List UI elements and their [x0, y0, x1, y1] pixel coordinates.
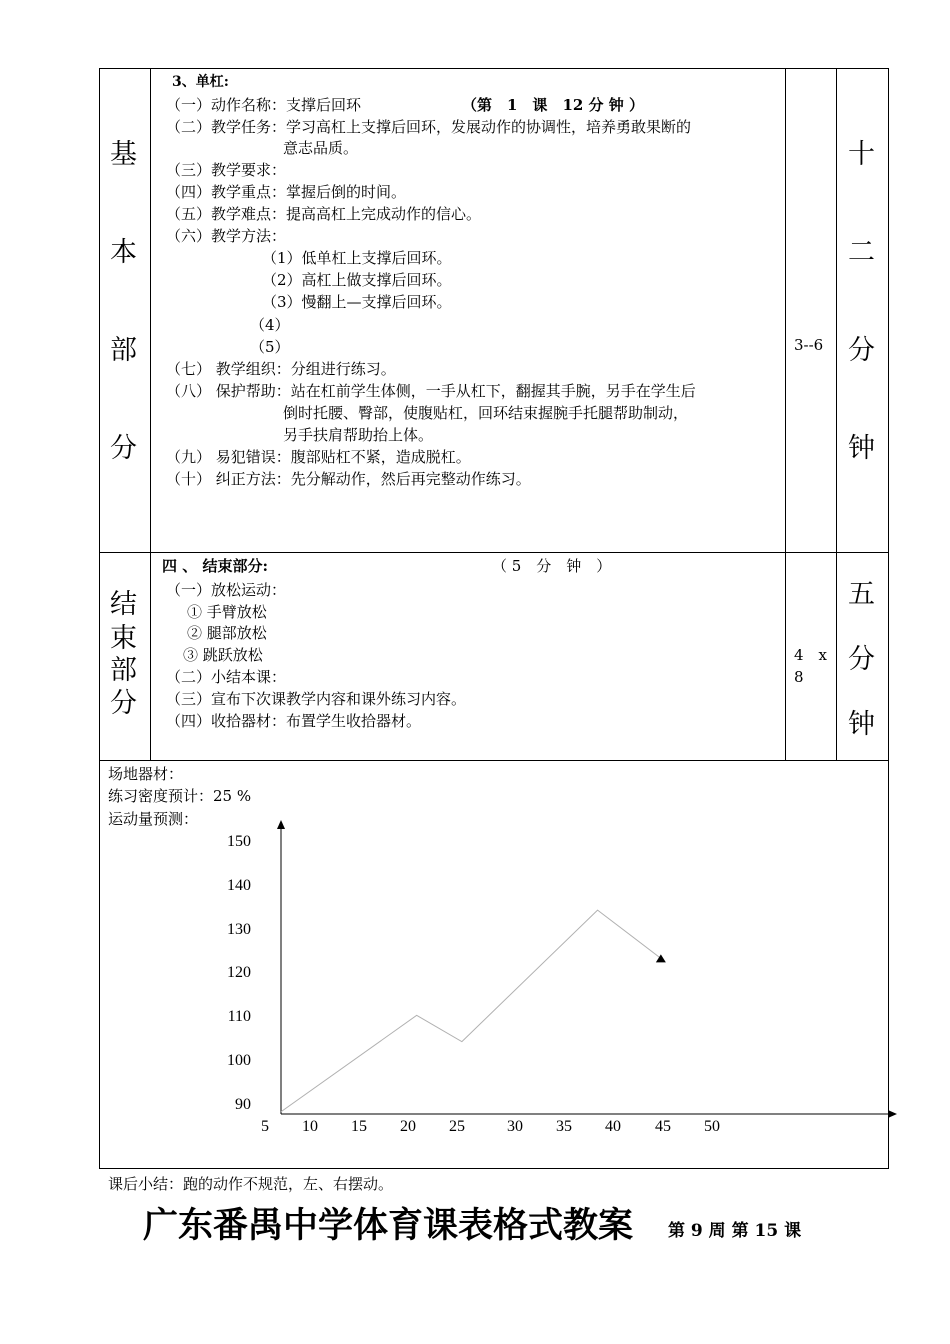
- page-title: 广东番禺中学体育课表格式教案: [143, 1205, 634, 1246]
- ending-heading: 四 、 结束部分:: [162, 557, 268, 575]
- ending-duration-char-3: 钟: [848, 709, 875, 740]
- y-tick-label: 130: [227, 921, 251, 938]
- ending-duration-char-2: 分: [848, 644, 875, 675]
- basic-duration-char-1: 十: [848, 139, 875, 170]
- ending-duration-char-1: 五: [848, 579, 875, 610]
- basic-side-char-2: 本: [110, 237, 137, 268]
- basic-line-6: （六）教学方法：: [166, 227, 287, 245]
- x-tick-label: 45: [655, 1118, 671, 1135]
- basic-line-10: （十） 纠正方法：先分解动作，然后再完整动作练习。: [166, 470, 531, 488]
- y-tick-label: 110: [227, 1008, 251, 1025]
- ending-side-char-1: 结: [110, 589, 137, 620]
- week-lesson: 第 9 周 第 15 课: [668, 1221, 802, 1241]
- ending-line-6: （三）宣布下次课教学内容和课外练习内容。: [166, 690, 467, 708]
- load-line: [281, 910, 661, 1112]
- basic-side-char-1: 基: [110, 139, 137, 170]
- y-axis-arrow: [277, 820, 285, 829]
- ending-reps-b: 8: [794, 668, 804, 686]
- y-tick-label: 100: [227, 1052, 251, 1069]
- x-tick-label: 15: [351, 1118, 367, 1135]
- basic-course-time: （第 1 课 12 分 钟 ）: [462, 96, 644, 114]
- basic-duration-char-4: 钟: [848, 433, 875, 464]
- practice-density: 练习密度预计：25 %: [108, 787, 252, 805]
- exercise-load-label: 运动量预测：: [108, 810, 199, 828]
- lesson-summary: 课后小结：跑的动作不规范，左、右摆动。: [108, 1175, 394, 1193]
- basic-side-char-4: 分: [110, 433, 137, 464]
- basic-heading: 3、单杠:: [172, 74, 229, 90]
- basic-line-2: （二）教学任务：学习高杠上支撑后回环，发展动作的协调性，培养勇敢果断的: [166, 118, 692, 136]
- basic-method-1: （1）低单杠上支撑后回环。: [262, 249, 452, 267]
- basic-method-3: （3）慢翻上—支撑后回环。: [262, 293, 452, 311]
- x-tick-label: 10: [302, 1118, 318, 1135]
- ending-side-char-3: 部: [110, 655, 137, 686]
- ending-line-3: ② 腿部放松: [187, 624, 267, 642]
- y-tick-label: 120: [227, 964, 251, 981]
- basic-line-3: （三）教学要求：: [166, 161, 287, 179]
- x-tick-label: 25: [449, 1118, 465, 1135]
- basic-method-2: （2）高杠上做支撑后回环。: [262, 271, 452, 289]
- x-tick-label: 35: [556, 1118, 572, 1135]
- ending-time: （ 5 分 钟 ）: [492, 557, 612, 575]
- y-tick-label: 150: [227, 833, 251, 850]
- basic-duration-char-2: 二: [848, 237, 875, 268]
- x-tick-label: 5: [261, 1118, 269, 1135]
- basic-line-2b: 意志品质。: [283, 139, 359, 157]
- basic-line-8c: 另手扶肩帮助抬上体。: [283, 426, 434, 444]
- basic-method-5: （5）: [250, 338, 290, 356]
- basic-line-9: （九） 易犯错误：腹部贴杠不紧，造成脱杠。: [166, 448, 471, 466]
- ending-line-7: （四）收拾器材：布置学生收拾器材。: [166, 712, 422, 730]
- basic-line-7: （七） 教学组织：分组进行练习。: [166, 360, 396, 378]
- ending-line-4: ③ 跳跃放松: [183, 646, 263, 664]
- ending-line-1: （一）放松运动：: [166, 581, 287, 599]
- basic-line-4: （四）教学重点：掌握后倒的时间。: [166, 183, 407, 201]
- ending-reps-a: 4 x: [794, 646, 828, 664]
- x-axis-arrow: [888, 1110, 897, 1118]
- basic-duration-char-3: 分: [848, 335, 875, 366]
- ending-side-char-2: 束: [110, 623, 137, 654]
- ending-side-char-4: 分: [110, 688, 137, 719]
- y-tick-label: 90: [235, 1096, 251, 1113]
- ending-line-5: （二）小结本课：: [166, 668, 287, 686]
- basic-reps: 3--6: [794, 336, 824, 354]
- basic-side-char-3: 部: [110, 335, 137, 366]
- basic-method-4: （4）: [250, 316, 290, 334]
- basic-line-8b: 倒时托腰、臀部，使腹贴杠，回环结束握腕手托腿帮助制动，: [283, 404, 689, 422]
- x-tick-label: 30: [507, 1118, 523, 1135]
- venue-equipment: 场地器材：: [108, 765, 184, 783]
- basic-line-1: （一）动作名称：支撑后回环: [166, 96, 362, 114]
- x-tick-label: 50: [704, 1118, 720, 1135]
- ending-line-2: ① 手臂放松: [187, 603, 267, 621]
- x-tick-label: 20: [400, 1118, 416, 1135]
- basic-line-5: （五）教学难点：提高高杠上完成动作的信心。: [166, 205, 482, 223]
- y-tick-label: 140: [227, 877, 251, 894]
- x-tick-label: 40: [605, 1118, 621, 1135]
- basic-line-8: （八） 保护帮助：站在杠前学生体侧，一手从杠下，翻握其手腕，另手在学生后: [166, 382, 696, 400]
